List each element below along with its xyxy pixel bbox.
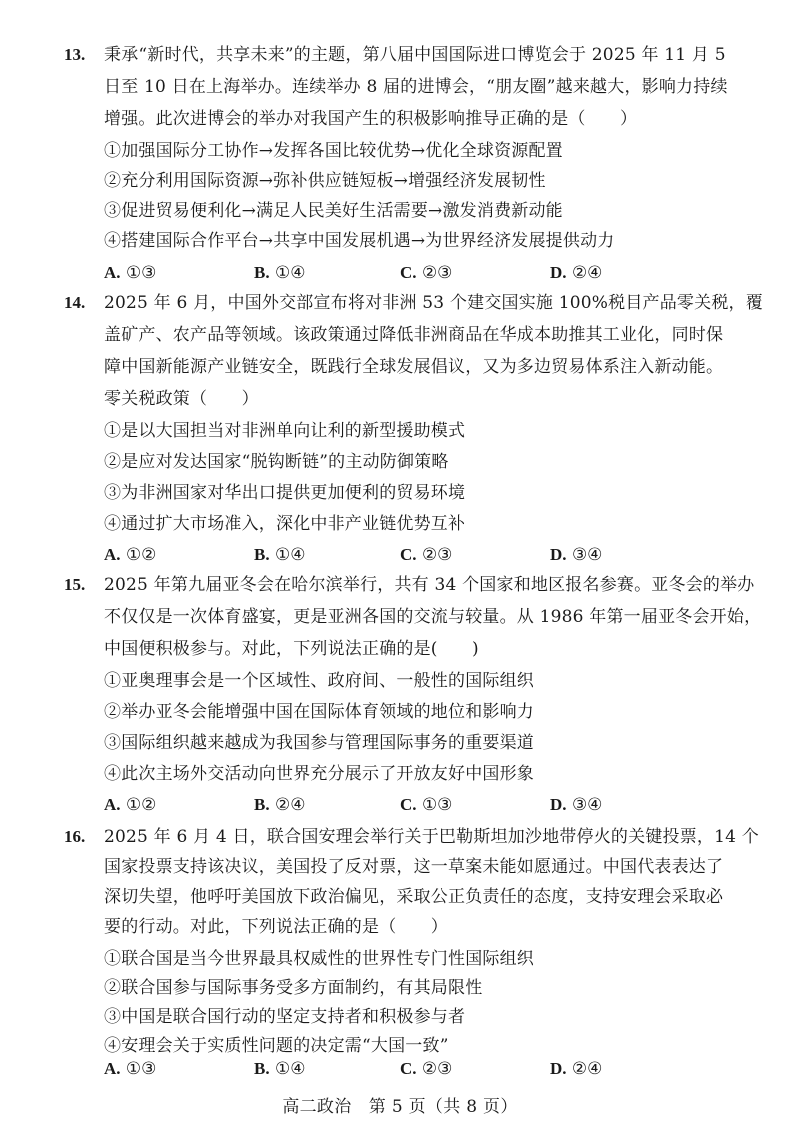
question-stem-line: 盖矿产、农产品等领域。该政策通过降低非洲商品在华成本助推其工业化，同时保 (104, 325, 724, 345)
choice-text: ②③ (416, 1059, 453, 1079)
choice-letter: D. (550, 1059, 567, 1078)
statement-option: ②是应对发达国家“脱钩断链”的主动防御策略 (104, 452, 449, 472)
choice-c[interactable] (400, 1058, 452, 1080)
question-stem-line: 中国便积极参与。对此，下列说法正确的是( ) (104, 639, 479, 659)
choice-letter: A. (104, 1059, 121, 1078)
question-number: 13. (64, 45, 86, 64)
statement-option: ④搭建国际合作平台→共享中国发展机遇→为世界经济发展提供动力 (104, 231, 615, 251)
question-stem-line: 2025 年 6 月，中国外交部宣布将对非洲 53 个建交国实施 100%税目产品零关税，覆 (104, 293, 763, 313)
choice-text: ①③ (120, 1059, 157, 1079)
question-number: 16. (64, 827, 86, 846)
choice-b[interactable] (254, 1058, 305, 1080)
question-stem-line: 零关税政策（ ） (104, 389, 259, 409)
choice-c[interactable]: C. ②③ (400, 545, 453, 565)
question-stem-line: 2025 年第九届亚冬会在哈尔滨举行，共有 34 个国家和地区报名参赛。亚冬会的举办 (104, 575, 755, 595)
choice-c[interactable]: C. ②③ (400, 263, 453, 283)
question-number: 15. (64, 575, 86, 594)
choice-d[interactable] (550, 1058, 602, 1080)
statement-option: ④安理会关于实质性问题的决定需“大国一致” (104, 1036, 449, 1056)
answer-choices (104, 544, 744, 566)
choice-d[interactable]: D. ③④ (550, 545, 603, 565)
choice-a[interactable]: A. ①② (104, 795, 157, 815)
choice-letter: B. (254, 1059, 270, 1078)
choice-c[interactable]: C. ①③ (400, 795, 453, 815)
statement-option: ①亚奥理事会是一个区域性、政府间、一般性的国际组织 (104, 671, 534, 691)
question-stem-line: 国家投票支持该决议，美国投了反对票，这一草案未能如愿通过。中国代表表达了 (104, 857, 724, 877)
statement-option: ④此次主场外交活动向世界充分展示了开放友好中国形象 (104, 764, 534, 784)
page-footer: 高二政治 第 5 页（共 8 页） (282, 1097, 518, 1117)
question-stem-line: 不仅仅是一次体育盛宴，更是亚洲各国的交流与较量。从 1986 年第一届亚冬会开始， (104, 607, 762, 627)
choice-a[interactable]: A. ①③ (104, 263, 157, 283)
choice-b[interactable]: B. ①④ (254, 545, 306, 565)
question-stem-line: 深切失望，他呼吁美国放下政治偏见，采取公正负责任的态度，支持安理会采取必 (104, 887, 724, 907)
choice-d[interactable]: D. ②④ (550, 263, 603, 283)
choice-a[interactable] (104, 1058, 156, 1080)
statement-option: ②联合国参与国际事务受多方面制约，有其局限性 (104, 978, 483, 998)
question-stem-line: 要的行动。对此，下列说法正确的是（ ） (104, 917, 448, 937)
statement-option: ①联合国是当今世界最具权威性的世界性专门性国际组织 (104, 949, 534, 969)
statement-option: ③促进贸易便利化→满足人民美好生活需要→激发消费新动能 (104, 201, 563, 221)
question-stem-line: 日至 10 日在上海举办。连续举办 8 届的进博会，“朋友圈”越来越大，影响力持续 (104, 77, 728, 97)
choice-text: ①④ (269, 1059, 306, 1079)
choice-text: ②④ (566, 1059, 603, 1079)
statement-option: ③国际组织越来越成为我国参与管理国际事务的重要渠道 (104, 733, 534, 753)
statement-option: ②举办亚冬会能增强中国在国际体育领域的地位和影响力 (104, 702, 534, 722)
statement-option: ②充分利用国际资源→弥补供应链短板→增强经济发展韧性 (104, 171, 546, 191)
choice-b[interactable]: B. ②④ (254, 795, 306, 815)
answer-choices (104, 262, 744, 284)
choice-a[interactable]: A. ①② (104, 545, 157, 565)
statement-option: ③中国是联合国行动的坚定支持者和积极参与者 (104, 1007, 466, 1027)
statement-option: ①是以大国担当对非洲单向让利的新型援助模式 (104, 421, 466, 441)
statement-option: ③为非洲国家对华出口提供更加便利的贸易环境 (104, 483, 466, 503)
answer-choices (104, 1058, 744, 1080)
choice-d[interactable]: D. ③④ (550, 795, 603, 815)
choice-letter: C. (400, 1059, 417, 1078)
question-stem-line: 秉承“新时代，共享未来”的主题，第八届中国国际进口博览会于 2025 年 11 月 5 (104, 45, 726, 65)
choice-b[interactable]: B. ①④ (254, 263, 306, 283)
statement-option: ①加强国际分工协作→发挥各国比较优势→优化全球资源配置 (104, 141, 563, 161)
statement-option: ④通过扩大市场准入，深化中非产业链优势互补 (104, 514, 466, 534)
question-stem-line: 障中国新能源产业链安全，既践行全球发展倡议，又为多边贸易体系注入新动能。 (104, 357, 724, 377)
question-stem-line: 增强。此次进博会的举办对我国产生的积极影响推导正确的是（ ） (104, 109, 638, 129)
answer-choices (104, 794, 744, 816)
question-number: 14. (64, 293, 86, 312)
question-stem-line: 2025 年 6 月 4 日，联合国安理会举行关于巴勒斯坦加沙地带停火的关键投票，14 个 (104, 827, 759, 847)
